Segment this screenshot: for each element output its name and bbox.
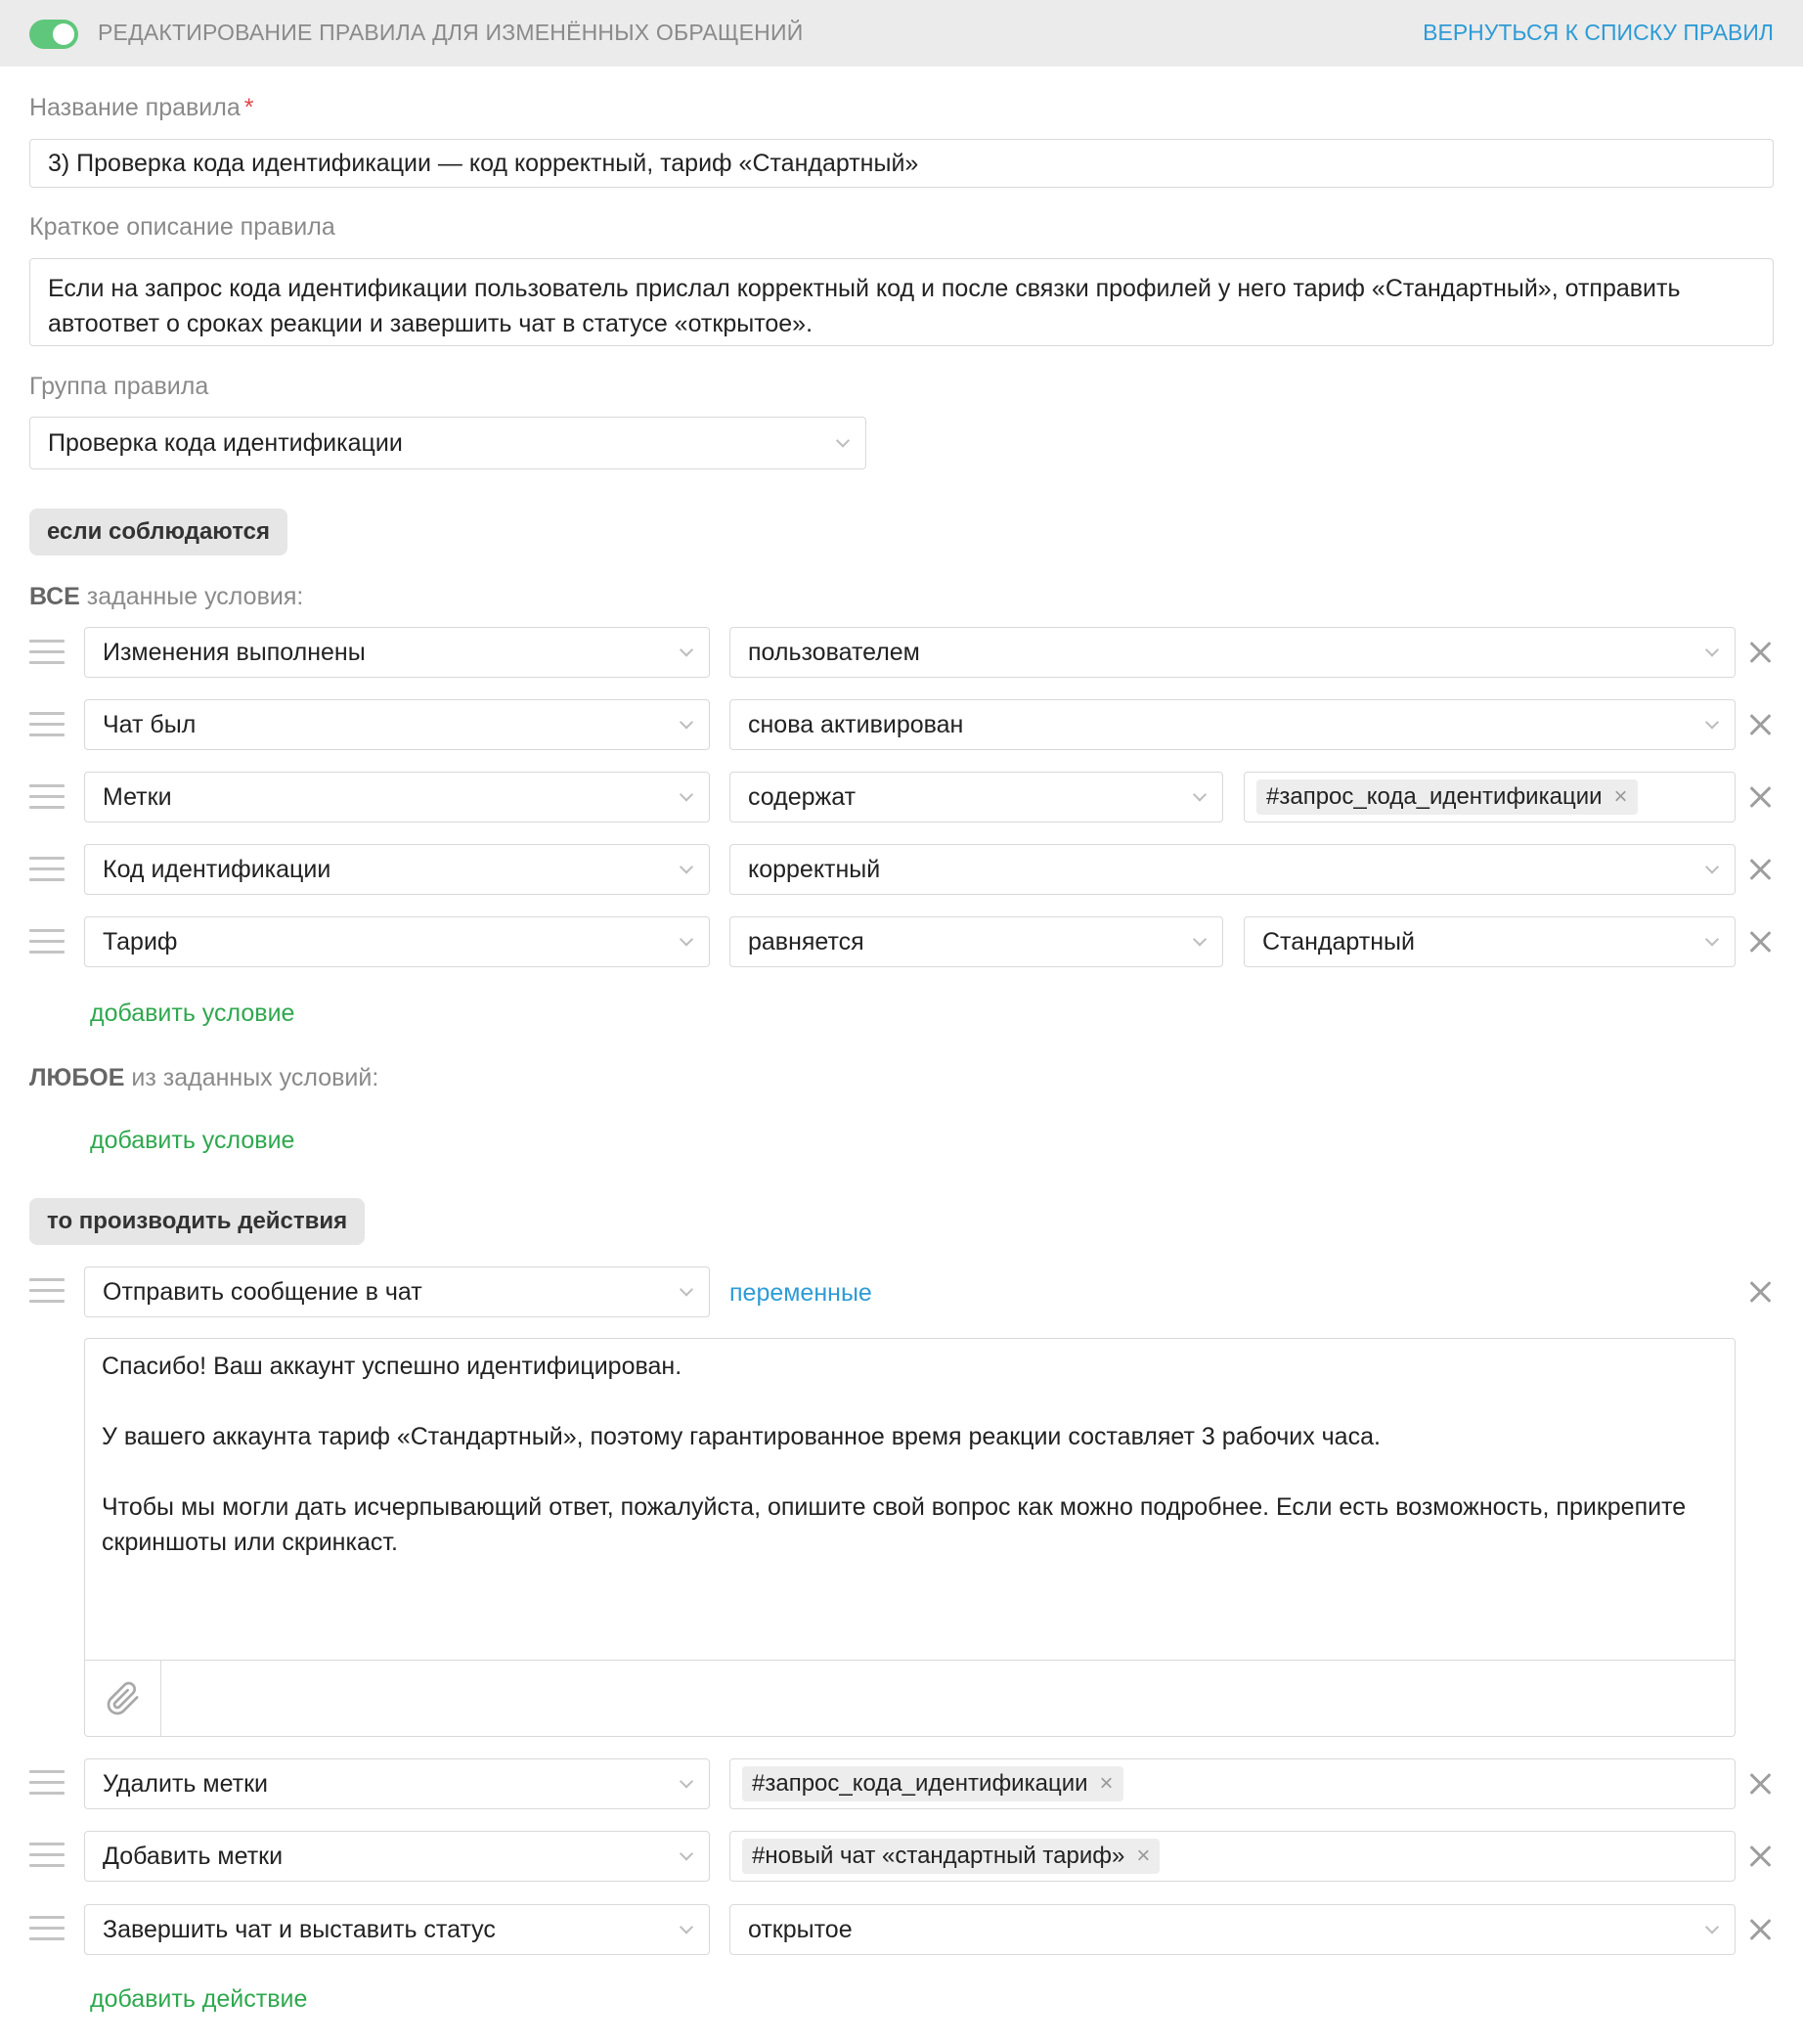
rule-name-input[interactable] bbox=[29, 139, 1774, 188]
condition-field-value: Метки bbox=[103, 782, 172, 811]
tag-chip bbox=[1256, 779, 1638, 815]
action-type-value: Завершить чат и выставить статус bbox=[103, 1915, 496, 1943]
condition-operator-value: равняется bbox=[748, 927, 864, 955]
then-actions-heading: то производить действия bbox=[29, 1198, 365, 1245]
drag-handle-icon[interactable] bbox=[29, 640, 65, 665]
rule-name-value: 3) Проверка кода идентификации — код корректный, тариф «Стандартный» bbox=[48, 149, 919, 177]
condition-operator-select[interactable] bbox=[729, 916, 1223, 967]
message-paragraph: У вашего аккаунта тариф «Стандартный», поэтому гарантированное время реакции составляет 3 рабочих часа. bbox=[102, 1423, 1381, 1450]
condition-operator-select[interactable] bbox=[729, 627, 1736, 678]
action-type-value: Отправить сообщение в чат bbox=[103, 1277, 422, 1306]
chat-status-value: открытое bbox=[748, 1915, 853, 1943]
remove-condition-icon[interactable] bbox=[1746, 639, 1774, 666]
condition-operator-value: снова активирован bbox=[748, 710, 964, 738]
message-paragraph: Чтобы мы могли дать исчерпывающий ответ, пожалуйста, опишите свой вопрос как можно подробнее. Если есть возможность, прикрепите скриншоты или скринкаст. bbox=[102, 1493, 1687, 1556]
drag-handle-icon[interactable] bbox=[29, 1843, 65, 1868]
action-type-select[interactable] bbox=[84, 1904, 710, 1955]
tag-label: #запрос_кода_идентификации bbox=[752, 1770, 1088, 1797]
condition-field-select[interactable] bbox=[84, 627, 710, 678]
rule-group-select[interactable] bbox=[29, 417, 866, 469]
action-type-value: Удалить метки bbox=[103, 1769, 269, 1798]
condition-field-value: Изменения выполнены bbox=[103, 638, 366, 666]
tag-label: #запрос_кода_идентификации bbox=[1266, 783, 1603, 810]
attach-file-button[interactable] bbox=[85, 1661, 161, 1736]
condition-field-select[interactable] bbox=[84, 699, 710, 750]
all-conditions-caption bbox=[29, 583, 303, 611]
condition-tags-input[interactable] bbox=[1244, 772, 1736, 822]
condition-field-value: Код идентификации bbox=[103, 855, 331, 883]
remove-condition-icon[interactable] bbox=[1746, 856, 1774, 883]
tag-chip bbox=[742, 1766, 1123, 1801]
message-editor[interactable] bbox=[84, 1338, 1736, 1737]
remove-condition-icon[interactable] bbox=[1746, 928, 1774, 955]
tag-label: #новый чат «стандартный тариф» bbox=[752, 1843, 1125, 1869]
add-action-link[interactable]: добавить действие bbox=[90, 1985, 308, 2013]
if-conditions-heading: если соблюдаются bbox=[29, 509, 287, 555]
back-to-rules-link[interactable]: ВЕРНУТЬСЯ К СПИСКУ ПРАВИЛ bbox=[1423, 20, 1774, 45]
action-type-select[interactable] bbox=[84, 1266, 710, 1317]
any-conditions-caption bbox=[29, 1064, 378, 1092]
tag-remove-icon[interactable]: × bbox=[1613, 783, 1628, 810]
tag-remove-icon[interactable]: × bbox=[1136, 1843, 1151, 1869]
condition-operator-value: пользователем bbox=[748, 638, 920, 666]
condition-operator-select[interactable] bbox=[729, 772, 1223, 822]
action-tags-input[interactable] bbox=[729, 1831, 1736, 1882]
required-mark: * bbox=[243, 94, 254, 121]
action-type-value: Добавить метки bbox=[103, 1842, 284, 1870]
tag-remove-icon[interactable]: × bbox=[1099, 1770, 1114, 1797]
rule-group-label: Группа правила bbox=[29, 373, 209, 400]
condition-field-select[interactable] bbox=[84, 844, 710, 895]
any-keyword: ЛЮБОЕ bbox=[29, 1064, 125, 1091]
tag-chip bbox=[742, 1839, 1160, 1874]
drag-handle-icon[interactable] bbox=[29, 1770, 65, 1796]
condition-field-value: Тариф bbox=[103, 927, 178, 955]
condition-operator-select[interactable] bbox=[729, 844, 1736, 895]
page-title: РЕДАКТИРОВАНИЕ ПРАВИЛА ДЛЯ ИЗМЕНЁННЫХ ОБРАЩЕНИЙ bbox=[98, 20, 804, 45]
drag-handle-icon[interactable] bbox=[29, 784, 65, 810]
remove-condition-icon[interactable] bbox=[1746, 783, 1774, 811]
remove-action-icon[interactable] bbox=[1746, 1770, 1774, 1798]
editor-toolbar bbox=[85, 1660, 1735, 1736]
drag-handle-icon[interactable] bbox=[29, 1916, 65, 1941]
drag-handle-icon[interactable] bbox=[29, 857, 65, 882]
condition-field-select[interactable] bbox=[84, 916, 710, 967]
header-bar bbox=[0, 0, 1803, 67]
condition-value-value: Стандартный bbox=[1262, 927, 1415, 955]
remove-action-icon[interactable] bbox=[1746, 1278, 1774, 1306]
condition-value-select[interactable] bbox=[1244, 916, 1736, 967]
action-type-select[interactable] bbox=[84, 1758, 710, 1809]
rule-name-label-text: Название правила bbox=[29, 94, 241, 121]
rule-description-label: Краткое описание правила bbox=[29, 213, 335, 241]
rule-group-value: Проверка кода идентификации bbox=[48, 428, 403, 457]
condition-operator-value: содержат bbox=[748, 782, 857, 811]
message-paragraph: Спасибо! Ваш аккаунт успешно идентифицирован. bbox=[102, 1353, 682, 1380]
condition-operator-select[interactable] bbox=[729, 699, 1736, 750]
remove-action-icon[interactable] bbox=[1746, 1916, 1774, 1943]
action-tags-input[interactable] bbox=[729, 1758, 1736, 1809]
condition-field-value: Чат был bbox=[103, 710, 197, 738]
rule-name-label bbox=[29, 94, 253, 122]
add-any-condition-link[interactable]: добавить условие bbox=[90, 1127, 295, 1154]
all-keyword: ВСЕ bbox=[29, 583, 80, 610]
all-caption-rest: заданные условия: bbox=[79, 583, 304, 610]
toggle-knob bbox=[53, 23, 74, 45]
condition-operator-value: корректный bbox=[748, 855, 881, 883]
message-text[interactable] bbox=[102, 1349, 1715, 1560]
any-caption-rest: из заданных условий: bbox=[124, 1064, 379, 1091]
variables-link[interactable]: переменные bbox=[729, 1279, 872, 1307]
drag-handle-icon[interactable] bbox=[29, 1278, 65, 1304]
rule-description-value: Если на запрос кода идентификации пользователь прислал корректный код и после связки профилей у него тариф «Стандартный», отправить автоответ о сроках реакции и завершить чат в статусе «открытое». bbox=[48, 275, 1681, 337]
rule-enabled-toggle[interactable] bbox=[29, 20, 78, 49]
rule-description-input[interactable] bbox=[29, 258, 1774, 346]
chat-status-select[interactable] bbox=[729, 1904, 1736, 1955]
condition-field-select[interactable] bbox=[84, 772, 710, 822]
drag-handle-icon[interactable] bbox=[29, 712, 65, 737]
add-all-condition-link[interactable]: добавить условие bbox=[90, 1000, 295, 1027]
remove-action-icon[interactable] bbox=[1746, 1843, 1774, 1870]
remove-condition-icon[interactable] bbox=[1746, 711, 1774, 738]
action-type-select[interactable] bbox=[84, 1831, 710, 1882]
paperclip-icon bbox=[106, 1681, 141, 1716]
drag-handle-icon[interactable] bbox=[29, 929, 65, 955]
